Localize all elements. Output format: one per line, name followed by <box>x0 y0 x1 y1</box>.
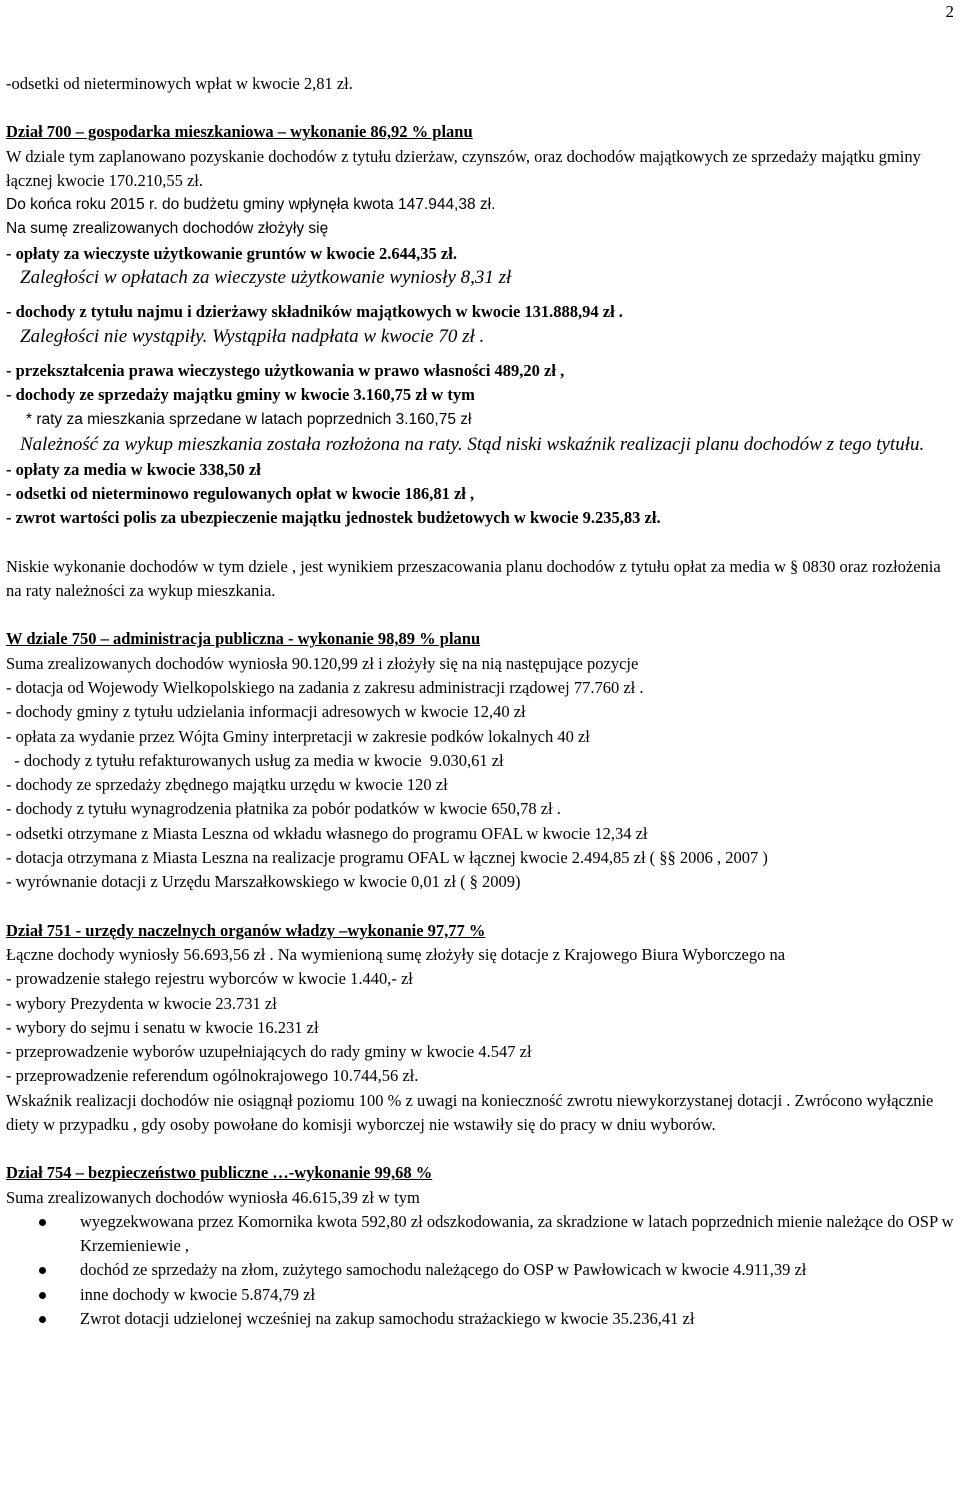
section-750-line: Suma zrealizowanych dochodów wyniosła 90.120,99 zł i złożyły się na nią następujące pozycje <box>6 653 639 673</box>
page-number: 2 <box>945 2 954 21</box>
section-700-line: - opłaty za wieczyste użytkowanie gruntów w kwocie 2.644,35 zł. <box>6 243 457 263</box>
section-750-line: - opłata za wydanie przez Wójta Gminy interpretacji w zakresie podków lokalnych 40 zł <box>6 726 590 746</box>
section-700-line: - przekształcenia prawa wieczystego użytkowania w prawo własności 489,20 zł , <box>6 360 565 380</box>
section-750-line: - dochody ze sprzedaży zbędnego majątku urzędu w kwocie 120 zł <box>6 775 448 795</box>
list-item: Zwrot dotacji udzielonej wcześniej na zakup samochodu strażackiego w kwocie 35.236,41 zł <box>6 1307 954 1331</box>
section-750-line: - dochody z tytułu wynagrodzenia płatnika za pobór podatków w kwocie 650,78 zł . <box>6 799 561 819</box>
section-750-line: - dotacja od Wojewody Wielkopolskiego na zadania z zakresu administracji rządowej 77.760 zł . <box>6 677 644 697</box>
section-700 <box>6 120 954 603</box>
section-700-note: Należność za wykup mieszkania została rozłożona na raty. Stąd niski wskaźnik realizacji planu dochodów z tego tytułu. <box>20 433 925 455</box>
section-700-paragraph: Niskie wykonanie dochodów w tym dziele , jest wynikiem przeszacowania planu dochodów z tytułu opłat za media w § 0830 oraz rozłożenia na raty należności za wykup mieszkania. <box>6 556 941 601</box>
section-754-list <box>6 1210 954 1331</box>
section-700-line: - zwrot wartości polis za ubezpieczenie majątku jednostek budżetowych w kwocie 9.235,83 zł. <box>6 508 661 528</box>
section-751-line: - wybory do sejmu i senatu w kwocie 16.231 zł <box>6 1017 319 1037</box>
section-751-line: - wybory Prezydenta w kwocie 23.731 zł <box>6 993 277 1013</box>
section-700-paragraph: W dziale tym zaplanowano pozyskanie dochodów z tytułu dzierżaw, czynszów, oraz dochodów majątkowych ze sprzedaży majątku gminy łącznej kwocie 170.210,55 zł. <box>6 146 921 190</box>
section-700-note: Zaległości nie wystąpiły. Wystąpiła nadpłata w kwocie 70 zł . <box>20 325 485 347</box>
section-751-heading: Dział 751 - urzędy naczelnych organów władzy –wykonanie 97,77 % <box>6 920 486 940</box>
document-body <box>6 72 954 1331</box>
section-751-paragraph: Wskaźnik realizacji dochodów nie osiągnął poziomu 100 % z uwagi na konieczność zwrotu niewykorzystanej dotacji . Zwrócono wyłącznie diety w przypadku , gdy osoby powołane do komisji wyborczej nie wstawiły się do pracy w dniu wyborów. <box>6 1090 934 1134</box>
section-750 <box>6 627 954 894</box>
section-700-note: Zaległości w opłatach za wieczyste użytkowanie wyniosły 8,31 zł <box>20 267 512 289</box>
section-751-paragraph: Łączne dochody wyniosły 56.693,56 zł . Na wymienioną sumę złożyły się dotacje z Krajowego Biura Wyborczego na <box>6 944 786 964</box>
section-750-line: - dochody z tytułu refakturowanych usług za media w kwocie 9.030,61 zł <box>6 750 504 770</box>
section-754-heading: Dział 754 – bezpieczeństwo publiczne …-wykonanie 99,68 % <box>6 1163 433 1183</box>
section-754-summary: Suma zrealizowanych dochodów wyniosła 46.615,39 zł w tym <box>6 1187 420 1207</box>
section-750-line: - dochody gminy z tytułu udzielania informacji adresowych w kwocie 12,40 zł <box>6 702 526 722</box>
section-700-heading: Dział 700 – gospodarka mieszkaniowa – wykonanie 86,92 % planu <box>6 122 473 142</box>
section-754 <box>6 1161 954 1331</box>
section-700-line: Na sumę zrealizowanych dochodów złożyły się <box>6 220 329 238</box>
section-751-line: - prowadzenie stałego rejestru wyborców w kwocie 1.440,- zł <box>6 969 413 989</box>
section-750-paragraph: - dotacja otrzymana z Miasta Leszna na realizacje programu OFAL w łącznej kwocie 2.494,85 zł ( §§ 2006 , 2007 ) <box>6 848 768 868</box>
section-700-line: - dochody z tytułu najmu i dzierżawy składników majątkowych w kwocie 131.888,94 zł . <box>6 302 623 322</box>
section-700-line: Do końca roku 2015 r. do budżetu gminy wpłynęła kwota 147.944,38 zł. <box>6 196 496 214</box>
section-700-line: * raty za mieszkania sprzedane w latach poprzednich 3.160,75 zł <box>26 410 472 428</box>
section-750-line: - wyrównanie dotacji z Urzędu Marszałkowskiego w kwocie 0,01 zł ( § 2009) <box>6 872 521 892</box>
intro-line: -odsetki od nieterminowych wpłat w kwocie 2,81 zł. <box>6 74 353 93</box>
section-751-line: - przeprowadzenie referendum ogólnokrajowego 10.744,56 zł. <box>6 1066 419 1086</box>
section-700-line: - odsetki od nieterminowo regulowanych opłat w kwocie 186,81 zł , <box>6 484 475 504</box>
list-item: dochód ze sprzedaży na złom, zużytego samochodu należącego do OSP w Pawłowicach w kwocie 4.911,39 zł <box>6 1258 954 1282</box>
list-item: wyegzekwowana przez Komornika kwota 592,80 zł odszkodowania, za skradzione w latach poprzednich mienie należące do OSP w Krzemieniewie , <box>6 1210 954 1259</box>
section-700-line: - dochody ze sprzedaży majątku gminy w kwocie 3.160,75 zł w tym <box>6 385 475 405</box>
section-700-line: - opłaty za media w kwocie 338,50 zł <box>6 459 261 479</box>
section-750-heading: W dziale 750 – administracja publiczna - wykonanie 98,89 % planu <box>6 629 481 649</box>
section-750-line: - odsetki otrzymane z Miasta Leszna od wkładu własnego do programu OFAL w kwocie 12,34 zł <box>6 823 648 843</box>
section-751-line: - przeprowadzenie wyborów uzupełniających do rady gminy w kwocie 4.547 zł <box>6 1042 532 1062</box>
list-item: inne dochody w kwocie 5.874,79 zł <box>6 1283 954 1307</box>
section-751 <box>6 919 954 1138</box>
